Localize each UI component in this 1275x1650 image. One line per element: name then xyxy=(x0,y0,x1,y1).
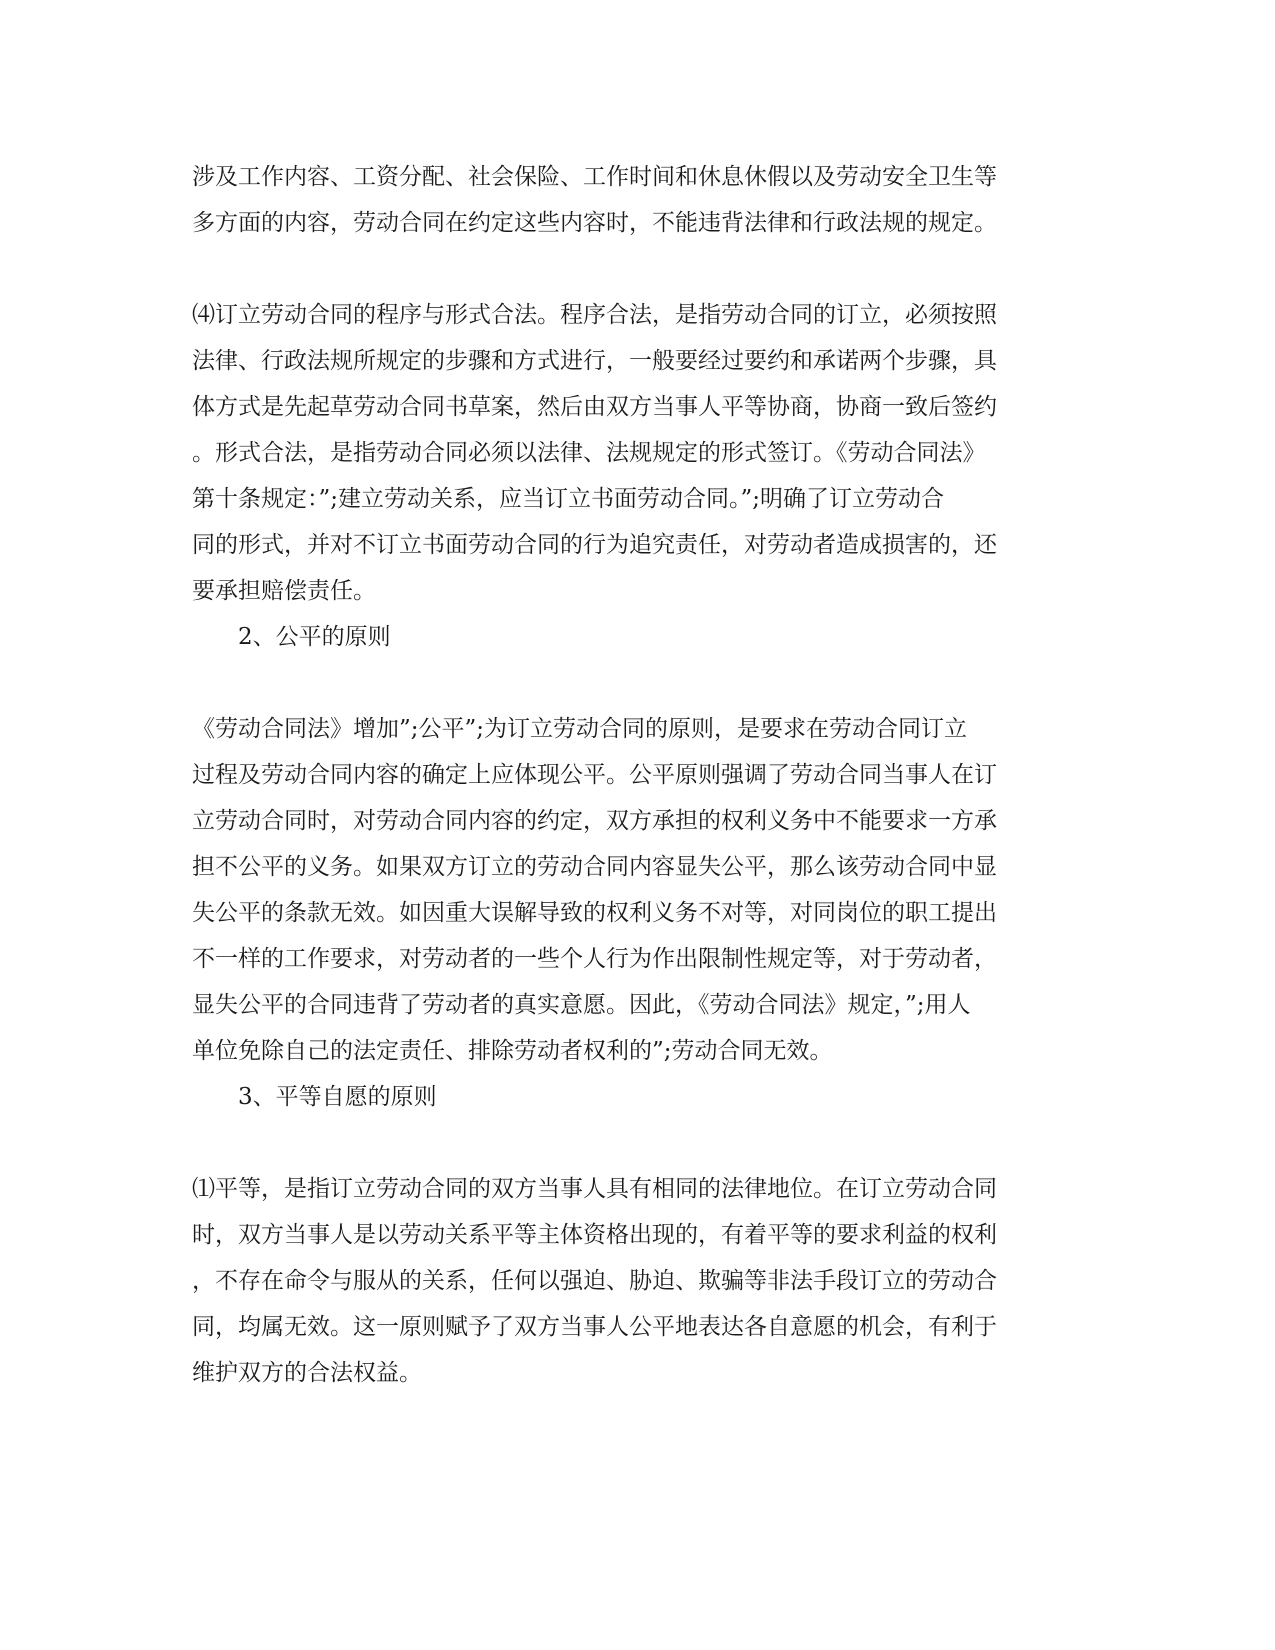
section-heading: 3、平等自愿的原则 xyxy=(238,1084,437,1110)
paragraph-line: 担不公平的义务。如果双方订立的劳动合同内容显失公平，那么该劳动合同中显 xyxy=(192,854,997,880)
paragraph-line: ⑷订立劳动合同的程序与形式合法。程序合法，是指劳动合同的订立，必须按照 xyxy=(192,302,997,328)
paragraph-line: 要承担赔偿责任。 xyxy=(192,578,376,604)
paragraph-line: 法律、行政法规所规定的步骤和方式进行，一般要经过要约和承诺两个步骤，具 xyxy=(192,348,997,374)
paragraph-line: 立劳动合同时，对劳动合同内容的约定，双方承担的权利义务中不能要求一方承 xyxy=(192,808,997,834)
paragraph-line: 多方面的内容，劳动合同在约定这些内容时，不能违背法律和行政法规的规定。 xyxy=(192,210,997,236)
paragraph-line: 涉及工作内容、工资分配、社会保险、工作时间和休息休假以及劳动安全卫生等 xyxy=(192,164,997,190)
paragraph-line: 同的形式，并对不订立书面劳动合同的行为追究责任，对劳动者造成损害的，还 xyxy=(192,532,997,558)
section-heading: 2、公平的原则 xyxy=(238,624,391,650)
paragraph-line: 第十条规定：”;建立劳动关系，应当订立书面劳动合同。”;明确了订立劳动合 xyxy=(192,486,945,512)
paragraph-line: 显失公平的合同违背了劳动者的真实意愿。因此，《劳动合同法》规定，”;用人 xyxy=(192,992,971,1018)
paragraph-line: 《劳动合同法》增加”;公平”;为订立劳动合同的原则，是要求在劳动合同订立 xyxy=(192,716,968,742)
paragraph-line: 同，均属无效。这一原则赋予了双方当事人公平地表达各自意愿的机会，有利于 xyxy=(192,1314,997,1340)
paragraph-line: 。形式合法，是指劳动合同必须以法律、法规规定的形式签订。《劳动合同法》 xyxy=(192,440,986,466)
paragraph-line: 单位免除自己的法定责任、排除劳动者权利的”;劳动合同无效。 xyxy=(192,1038,833,1064)
paragraph-line: 体方式是先起草劳动合同书草案，然后由双方当事人平等协商，协商一致后签约 xyxy=(192,394,997,420)
paragraph-line: ，不存在命令与服从的关系，任何以强迫、胁迫、欺骗等非法手段订立的劳动合 xyxy=(192,1268,997,1294)
paragraph-line: 过程及劳动合同内容的确定上应体现公平。公平原则强调了劳动合同当事人在订 xyxy=(192,762,997,788)
paragraph-line: ⑴平等，是指订立劳动合同的双方当事人具有相同的法律地位。在订立劳动合同 xyxy=(192,1176,997,1202)
paragraph-line: 失公平的条款无效。如因重大误解导致的权利义务不对等，对同岗位的职工提出 xyxy=(192,900,997,926)
paragraph-line: 时，双方当事人是以劳动关系平等主体资格出现的，有着平等的要求利益的权利 xyxy=(192,1222,997,1248)
paragraph-line: 不一样的工作要求，对劳动者的一些个人行为作出限制性规定等，对于劳动者， xyxy=(192,946,997,972)
paragraph-line: 维护双方的合法权益。 xyxy=(192,1360,422,1386)
